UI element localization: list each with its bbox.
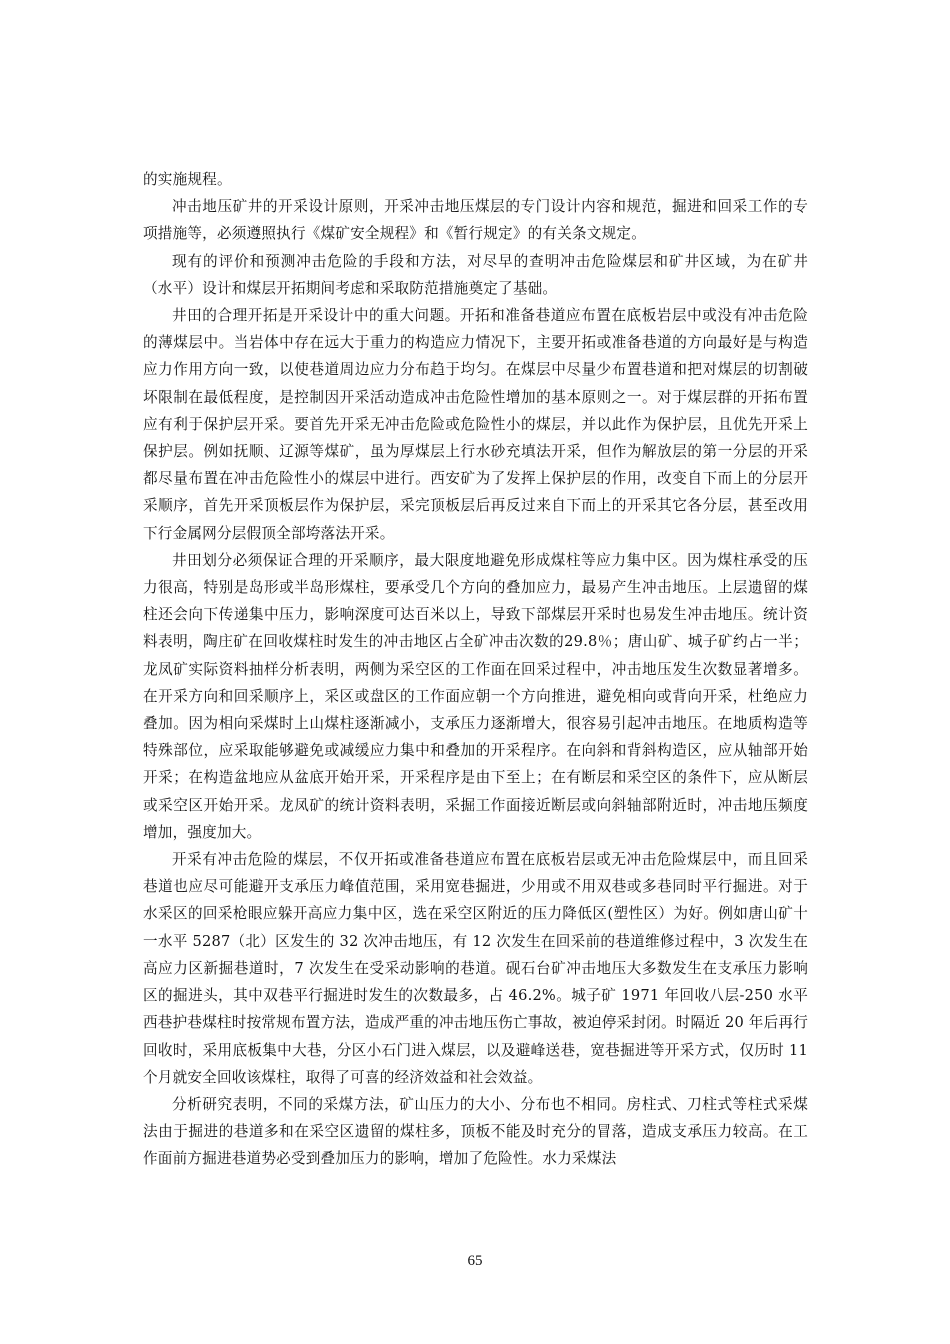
paragraph: 井田划分必须保证合理的开采顺序，最大限度地避免形成煤柱等应力集中区。因为煤柱承受的压力很高，特别是岛形或半岛形煤柱，要承受几个方向的叠加应力，最易产生冲击地压。上层遗留的煤柱还会向下传递集中压力，影响深度可达百米以上，导致下部煤层开采时也易发生冲击地压。统计资料表明，陶庄矿在回收煤柱时发生的冲击地区占全矿冲击次数的29.8％；唐山矿、城子矿约占一半；龙凤矿实际资料抽样分析表明，两侧为采空区的工作面在回采过程中，冲击地压发生次数显著增多。在开采方向和回采顺序上，采区或盘区的工作面应朝一个方向推进，避免相向或背向开采，杜绝应力叠加。因为相向采煤时上山煤柱逐渐减小，支承压力逐渐增大，很容易引起冲击地压。在地质构造等特殊部位，应采取能够避免或减缓应力集中和叠加的开采程序。在向斜和背斜构造区，应从轴部开始开采；在构造盆地应从盆底开始开采，开采程序是由下至上；在有断层和采空区的条件下，应从断层或采空区开始开采。龙凤矿的统计资料表明，采掘工作面接近断层或向斜轴部附近时，冲击地压频度增加，强度加大。 xyxy=(143,551,808,841)
page-number: 65 xyxy=(467,1253,483,1269)
paragraph: 井田的合理开拓是开采设计中的重大问题。开拓和准备巷道应布置在底板岩层中或没有冲击危险的薄煤层中。当岩体中存在远大于重力的构造应力情况下，主要开拓或准备巷道的方向最好是与构造应力作用方向一致，以使巷道周边应力分布趋于均匀。在煤层中尽量少布置巷道和把对煤层的切割破坏限制在最低程度，是控制因开采活动造成冲击危险性增加的基本原则之一。对于煤层群的开拓布置应有利于保护层开采。要首先开采无冲击危险或危险性小的煤层，并以此作为保护层，且优先开采上保护层。例如抚顺、辽源等煤矿，虽为厚煤层上行水砂充填法开采，但作为解放层的第一分层的开采都尽量布置在冲击危险性小的煤层中进行。西安矿为了发挥上保护层的作用，改变自下而上的分层开采顺序，首先开采顶板层作为保护层，采完顶板层后再反过来自下而上的开采其它各分层，甚至改用下行金属网分层假顶全部垮落法开采。 xyxy=(143,307,808,542)
paragraph: 开采有冲击危险的煤层，不仅开拓或准备巷道应布置在底板岩层或无冲击危险煤层中，而且回采巷道也应尽可能避开支承压力峰值范围，采用宽巷掘进，少用或不用双巷或多巷同时平行掘进。对于水采区的回采枪眼应躲开高应力集中区，选在采空区附近的压力降低区(塑性区）为好。例如唐山矿十一水平 5287（北）区发生的 32 次冲击地压，有 12 次发生在回采前的巷道维修过程中，3 次发生在高应力区新掘巷道时，7 次发生在受采动影响的巷道。砚石台矿冲击地压大多数发生在支承压力影响区的掘进头，其中双巷平行掘进时发生的次数最多，占 46.2%。城子矿 1971 年回收八层-250 水平西巷护巷煤柱时按常规布置方法，造成严重的冲击地压伤亡事故，被迫停采封闭。时隔近 20 年后再行回收时，采用底板集中大巷，分区小石门进入煤层，以及避峰送巷，宽巷掘进等开采方式，仅历时 11 个月就安全回收该煤柱，取得了可喜的经济效益和社会效益。 xyxy=(143,851,808,1086)
paragraph-continuation: 的实施规程。 xyxy=(143,171,232,188)
paragraph: 现有的评价和预测冲击危险的手段和方法，对尽早的查明冲击危险煤层和矿井区域，为在矿井（水平）设计和煤层开拓期间考虑和采取防范措施奠定了基础。 xyxy=(143,252,808,297)
paragraph: 分析研究表明，不同的采煤方法，矿山压力的大小、分布也不相同。房柱式、刀柱式等柱式采煤法由于掘进的巷道多和在采空区遗留的煤柱多，顶板不能及时充分的冒落，造成支承压力较高。在工作面前方掘进巷道势必受到叠加压力的影响，增加了危险性。水力采煤法 xyxy=(143,1095,808,1168)
paragraph: 冲击地压矿井的开采设计原则，开采冲击地压煤层的专门设计内容和规范，掘进和回采工作的专项措施等，必须遵照执行《煤矿安全规程》和《暂行规定》的有关条文规定。 xyxy=(143,198,808,243)
page-body xyxy=(143,166,808,1173)
